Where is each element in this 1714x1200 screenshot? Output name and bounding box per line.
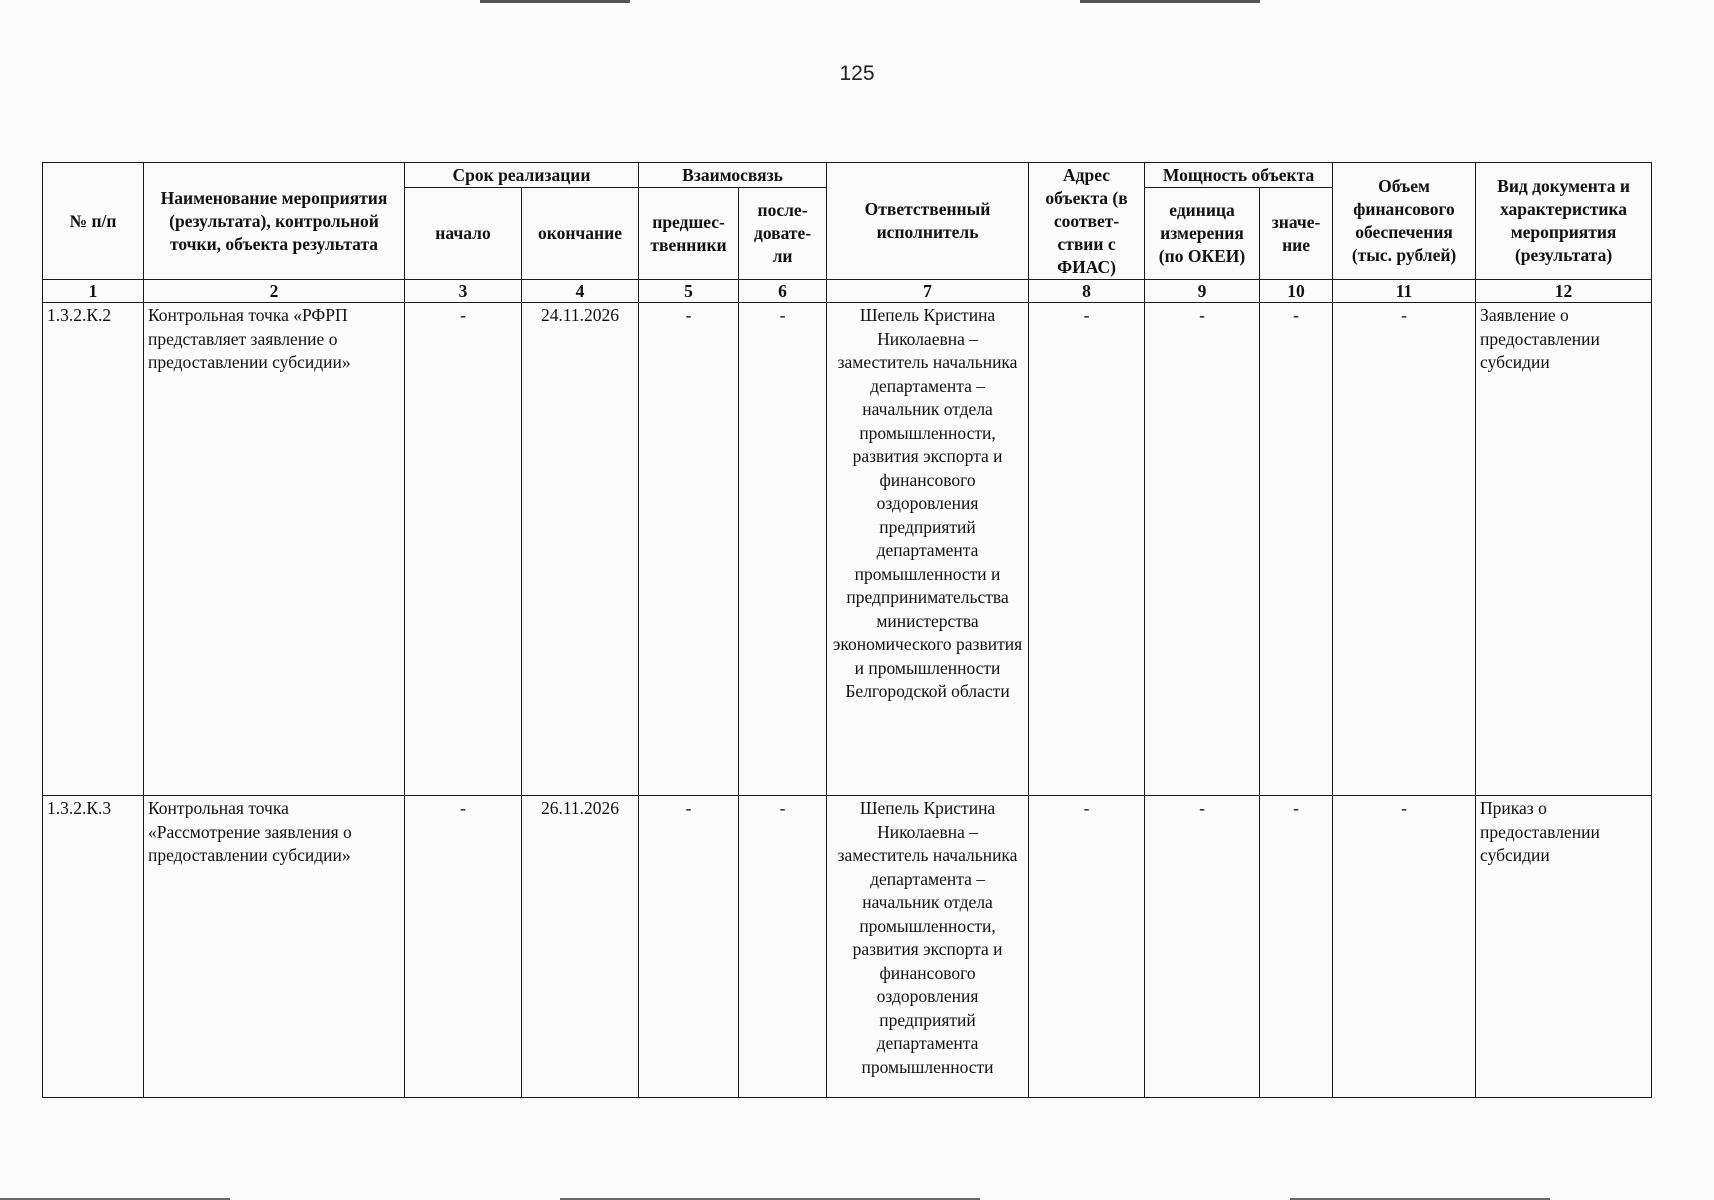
column-number: 1 [43,280,144,303]
plan-table [42,162,1652,1098]
cell-responsible-text: Шепель Кристина Николаевна – заместитель начальника департамента – начальник отдела промышленности, развития экспорта и финансового оздоровления предприятий департамента промышленности [837,798,1018,1077]
header-period-end: окончание [522,188,639,280]
header-doc-type: Вид документа и характеристика мероприятия (результата) [1476,163,1652,280]
cell-end: 24.11.2026 [522,303,639,796]
header-capacity-unit: единица измерения (по ОКЕИ) [1145,188,1260,280]
cell-end: 26.11.2026 [522,796,639,1098]
cell-name: Контрольная точка «РФРП представляет заявление о предоставлении субсидии» [144,303,405,796]
header-link-group: Взаимосвязь [639,163,827,188]
header-period-start: начало [405,188,522,280]
column-number: 7 [827,280,1029,303]
column-number: 9 [1145,280,1260,303]
column-number: 6 [739,280,827,303]
cell-responsible: Шепель Кристина Николаевна – заместитель начальника департамента – начальник отдела промышленности, развития экспорта и финансового оздоровления предприятий департамента промышленности и предпринимательства министерства экономического развития и промышленности Белгородской области [827,303,1029,796]
header-link-next: после- довате- ли [739,188,827,280]
page-number: 125 [839,62,875,85]
header-responsible: Ответственный исполнитель [827,163,1029,280]
column-number: 5 [639,280,739,303]
cell-next: - [739,796,827,1098]
header-name: Наименование мероприятия (результата), контрольной точки, объекта результата [144,163,405,280]
table-row [43,796,1652,1098]
header-link-prev: предшес- твенники [639,188,739,280]
table-row [43,303,1652,796]
column-number: 10 [1260,280,1333,303]
cell-num: 1.3.2.К.3 [43,796,144,1098]
cell-num: 1.3.2.К.2 [43,303,144,796]
header-num: № п/п [43,163,144,280]
header-capacity-value: значе- ние [1260,188,1333,280]
header-capacity-group: Мощность объекта [1145,163,1333,188]
cell-next: - [739,303,827,796]
column-number: 8 [1029,280,1145,303]
cell-address: - [1029,796,1145,1098]
header-address: Адрес объекта (в соответ- ствии с ФИАС) [1029,163,1145,280]
cell-value: - [1260,303,1333,796]
cell-start: - [405,303,522,796]
cell-prev: - [639,796,739,1098]
cell-value: - [1260,796,1333,1098]
cell-funding: - [1333,796,1476,1098]
scan-edge-mark [480,0,630,3]
column-number: 11 [1333,280,1476,303]
column-number: 4 [522,280,639,303]
cell-funding: - [1333,303,1476,796]
cell-address: - [1029,303,1145,796]
cell-responsible [827,796,1029,1098]
cell-unit: - [1145,796,1260,1098]
cell-doc: Приказ о предоставлении субсидии [1476,796,1652,1098]
cell-name: Контрольная точка «Рассмотрение заявления о предоставлении субсидии» [144,796,405,1098]
header-funding: Объем финансового обеспечения (тыс. рублей) [1333,163,1476,280]
column-number: 2 [144,280,405,303]
cell-doc: Заявление о предоставлении субсидии [1476,303,1652,796]
cell-unit: - [1145,303,1260,796]
column-number: 12 [1476,280,1652,303]
cell-prev: - [639,303,739,796]
column-number: 3 [405,280,522,303]
cell-start: - [405,796,522,1098]
scan-edge-mark [1080,0,1260,3]
header-period-group: Срок реализации [405,163,639,188]
